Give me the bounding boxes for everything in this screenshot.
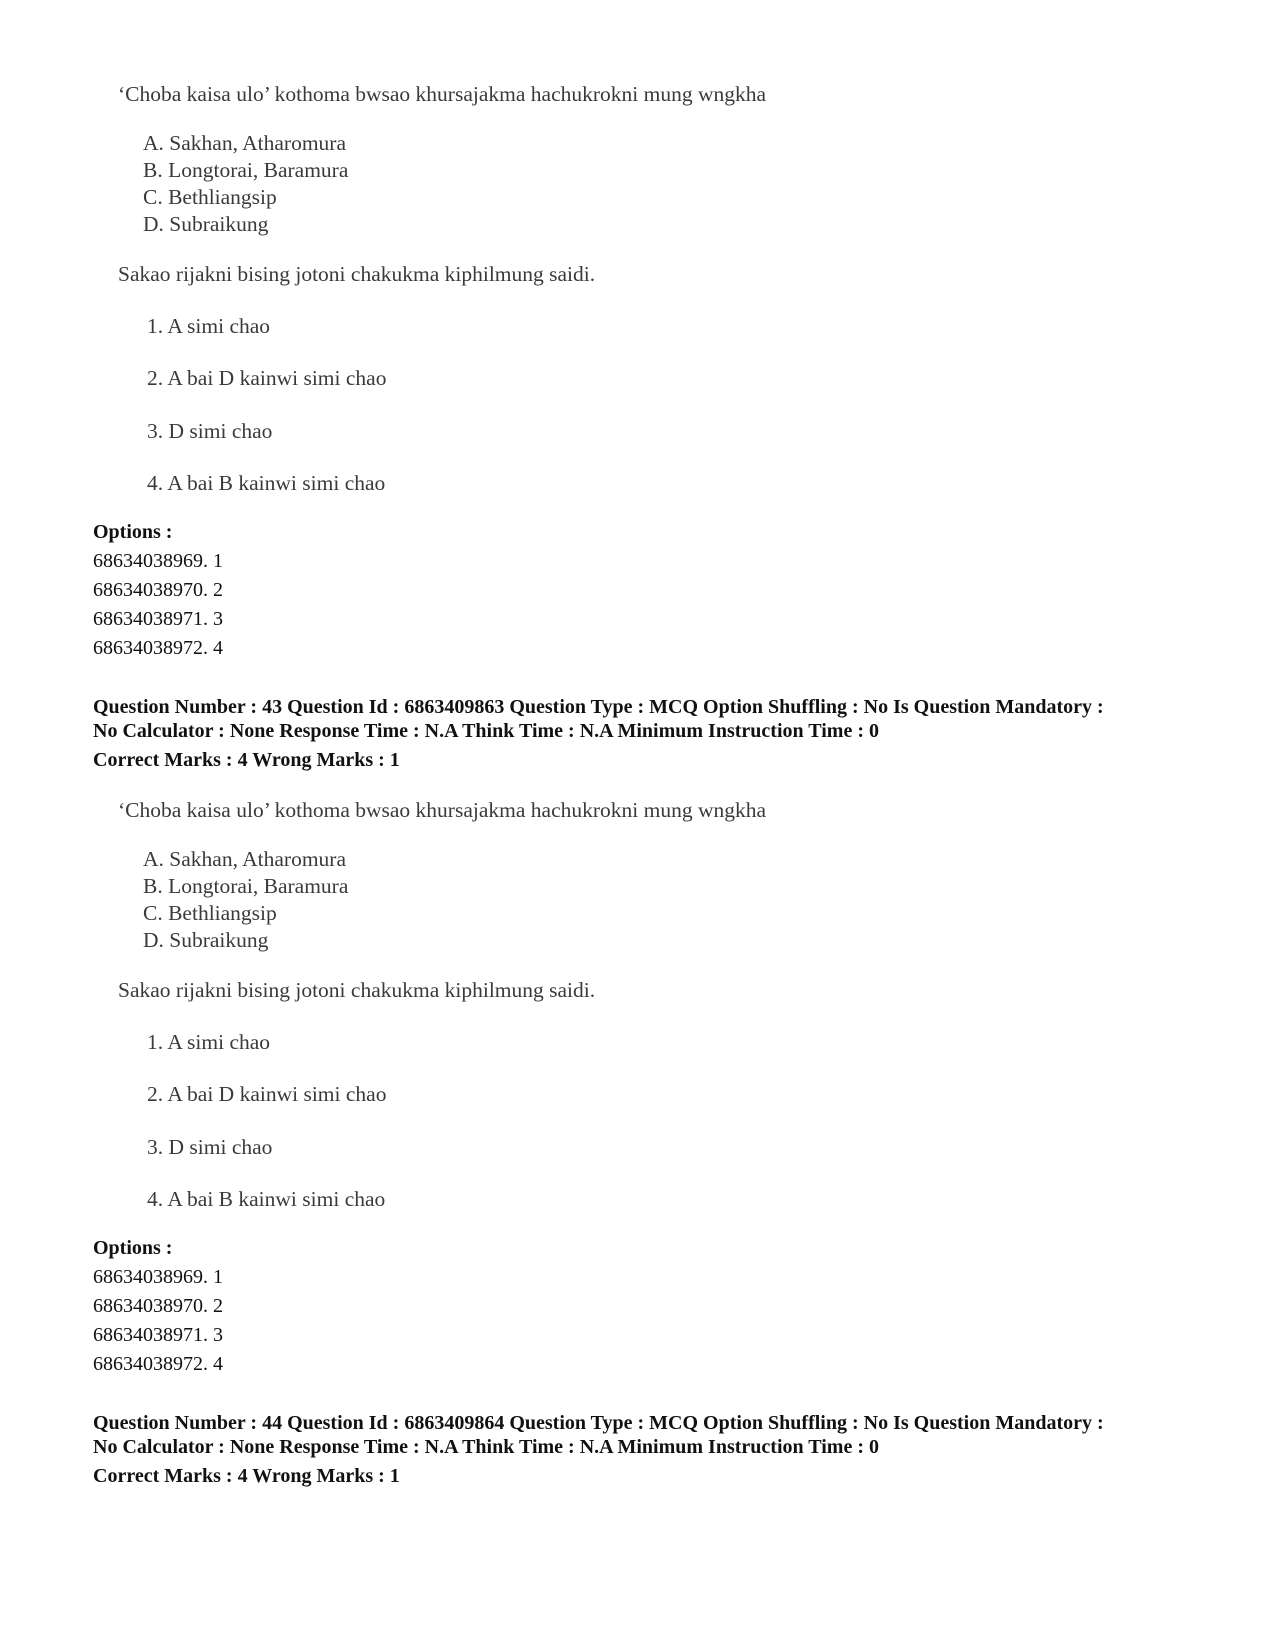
choice-d: D. Subraikung — [143, 928, 269, 952]
option-2: 68634038970. 2 — [93, 1295, 223, 1317]
statement-3: 3. D simi chao — [147, 1135, 273, 1159]
option-1: 68634038969. 1 — [93, 1266, 223, 1288]
question-meta-line1: Question Number : 43 Question Id : 6863409863 Question Type : MCQ Option Shuffling : No Is Question Mandatory : — [93, 696, 1104, 718]
statement-1: 1. A simi chao — [147, 1030, 271, 1054]
choice-c: C. Bethliangsip — [143, 901, 277, 925]
question-meta-line1: Question Number : 44 Question Id : 6863409864 Question Type : MCQ Option Shuffling : No Is Question Mandatory : — [93, 1412, 1104, 1434]
option-4: 68634038972. 4 — [93, 637, 223, 659]
option-2: 68634038970. 2 — [93, 579, 223, 601]
statement-4: 4. A bai B kainwi simi chao — [147, 471, 386, 495]
question-44-header — [93, 1411, 1213, 1488]
option-4: 68634038972. 4 — [93, 1353, 223, 1375]
option-1: 68634038969. 1 — [93, 550, 223, 572]
option-3: 68634038971. 3 — [93, 1324, 223, 1346]
choice-d: D. Subraikung — [143, 212, 269, 236]
statement-2: 2. A bai D kainwi simi chao — [147, 366, 387, 390]
question-marks: Correct Marks : 4 Wrong Marks : 1 — [93, 749, 400, 771]
statement-4: 4. A bai B kainwi simi chao — [147, 1187, 386, 1211]
option-3: 68634038971. 3 — [93, 608, 223, 630]
question-marks: Correct Marks : 4 Wrong Marks : 1 — [93, 1465, 400, 1487]
question-prompt: Sakao rijakni bising jotoni chakukma kiphilmung saidi. — [118, 978, 596, 1002]
statement-2: 2. A bai D kainwi simi chao — [147, 1082, 387, 1106]
options-label: Options : — [93, 521, 173, 543]
options-question-43 — [93, 1234, 223, 1379]
choice-b: B. Longtorai, Baramura — [143, 158, 349, 182]
question-prompt: Sakao rijakni bising jotoni chakukma kiphilmung saidi. — [118, 262, 596, 286]
question-stem: ‘Choba kaisa ulo’ kothoma bwsao khursajakma hachukrokni mung wngkha — [118, 798, 767, 822]
choice-a: A. Sakhan, Atharomura — [143, 847, 347, 871]
question-stem: ‘Choba kaisa ulo’ kothoma bwsao khursajakma hachukrokni mung wngkha — [118, 82, 767, 106]
question-43-header — [93, 695, 1213, 772]
choice-b: B. Longtorai, Baramura — [143, 874, 349, 898]
statement-1: 1. A simi chao — [147, 314, 271, 338]
choice-c: C. Bethliangsip — [143, 185, 277, 209]
choice-a: A. Sakhan, Atharomura — [143, 131, 347, 155]
statement-3: 3. D simi chao — [147, 419, 273, 443]
question-meta-line2: No Calculator : None Response Time : N.A Think Time : N.A Minimum Instruction Time : 0 — [93, 720, 879, 742]
options-label: Options : — [93, 1237, 173, 1259]
question-meta-line2: No Calculator : None Response Time : N.A Think Time : N.A Minimum Instruction Time : 0 — [93, 1436, 879, 1458]
options-block1 — [93, 518, 223, 663]
